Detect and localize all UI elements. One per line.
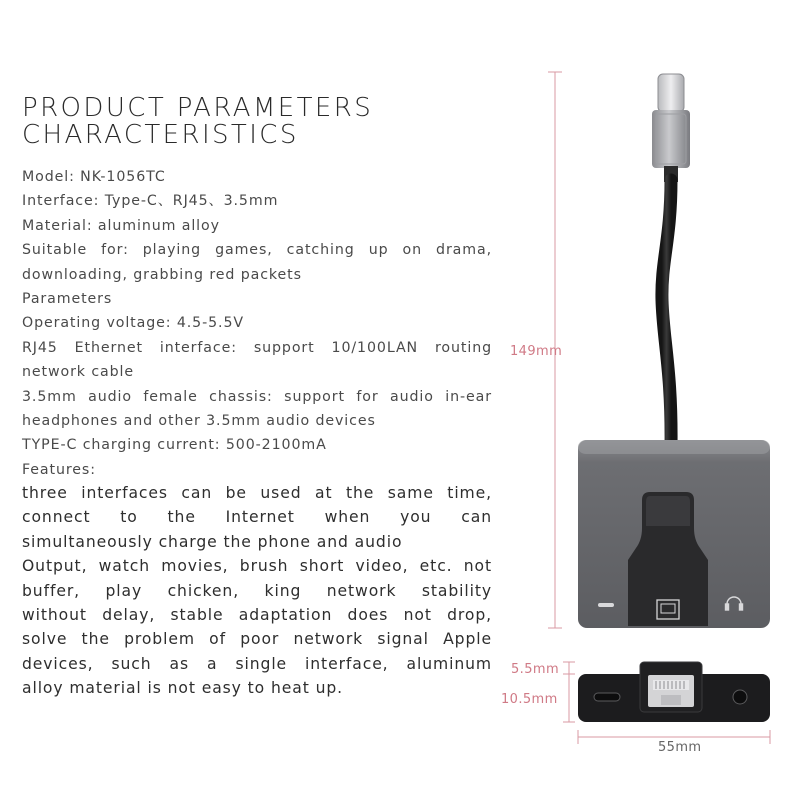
spec-audio-cont: headphones and other 3.5mm audio devices: [22, 413, 376, 430]
feature-line: alloy material is not easy to heat up.: [22, 679, 344, 698]
adapter-side-view: [578, 662, 770, 722]
feature-line: Output, watch movies, brush short video, etc. not: [22, 557, 492, 576]
spec-material: Material: aluminum alloy: [22, 217, 220, 234]
spec-voltage: Operating voltage: 4.5-5.5V: [22, 315, 244, 332]
dimension-guides: [548, 72, 770, 744]
usb-c-port-icon: [598, 603, 614, 607]
spec-model: Model: NK-1056TC: [22, 169, 166, 185]
adapter-body: [578, 440, 770, 628]
dimension-width-label: 55mm: [658, 740, 702, 755]
dimension-length-label: 149mm: [510, 344, 563, 359]
spec-charging: TYPE-C charging current: 500-2100mA: [22, 437, 327, 454]
audio-jack-socket: [733, 690, 747, 704]
spec-rj45-cont: network cable: [22, 364, 134, 381]
feature-line: connect to the Internet when you can: [22, 508, 492, 527]
spec-interface: Interface: Type-C、RJ45、3.5mm: [22, 193, 279, 210]
spec-parameters-heading: Parameters: [22, 291, 113, 308]
usb-c-socket: [594, 693, 620, 701]
usb-c-plug: [652, 74, 690, 182]
feature-line: devices, such as a single interface, aluminum: [22, 654, 492, 673]
title-line-2: CHARACTERISTICS: [22, 120, 299, 150]
spec-audio: 3.5mm audio female chassis: support for audio in-ear: [22, 388, 492, 405]
spec-suitable-cont: downloading, grabbing red packets: [22, 266, 302, 283]
spec-rj45: RJ45 Ethernet interface: support 10/100LAN routing: [22, 339, 492, 356]
dimension-height-label: 10.5mm: [501, 692, 558, 707]
spec-features-heading: Features:: [22, 461, 96, 478]
feature-line: three interfaces can be used at the same time,: [22, 484, 492, 502]
spec-suitable: Suitable for: playing games, catching up on drama,: [22, 242, 492, 259]
braided-cable: [662, 180, 671, 448]
dimension-offset-label: 5.5mm: [511, 662, 560, 677]
feature-line: solve the problem of poor network signal Apple: [22, 630, 492, 649]
feature-line: without delay, stable adaptation does not drop,: [22, 606, 492, 625]
feature-line: simultaneously charge the phone and audio: [22, 532, 403, 551]
title-line-1: PRODUCT PARAMETERS: [22, 93, 374, 123]
feature-line: buffer, play chicken, king network stability: [22, 581, 492, 600]
